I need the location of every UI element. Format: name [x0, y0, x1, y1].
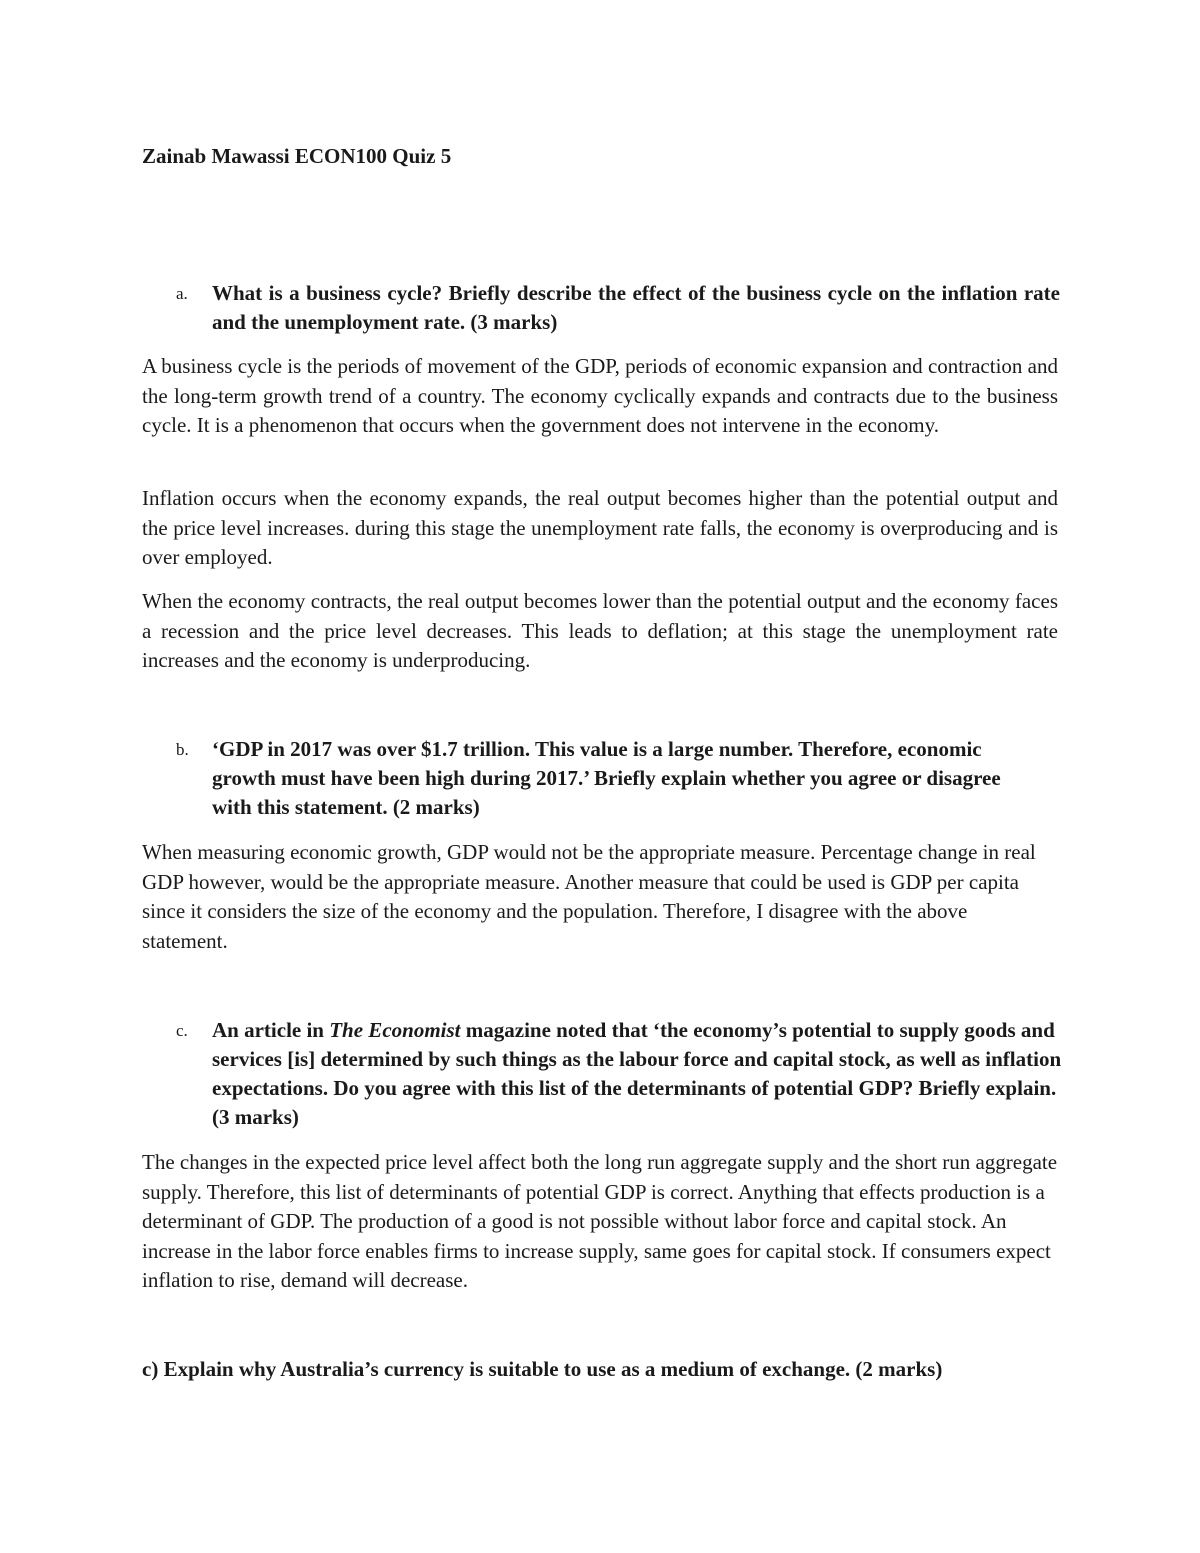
question-label: c. — [176, 1021, 188, 1040]
answer-paragraph: When the economy contracts, the real output becomes lower than the potential output and the economy faces a recession and the price level decreases. This leads to deflation; at this stage the unemployment rate increases and the economy is underproducing. — [142, 589, 1058, 672]
answer-paragraph: When measuring economic growth, GDP would not be the appropriate measure. Percentage change in real GDP however, would be the appropriate measure. Another measure that could be used is GDP per capita since it considers the size of the economy and the population. Therefore, I disagree with the above statement. — [142, 840, 1036, 953]
question-a — [142, 279, 1060, 337]
question-b — [142, 735, 1022, 822]
question-c — [142, 1016, 1062, 1132]
question-text-part: An article in — [212, 1018, 330, 1042]
final-question: c) Explain why Australia’s currency is suitable to use as a medium of exchange. (2 marks) — [142, 1357, 943, 1381]
question-text-part: magazine noted that ‘the economy’s potential to supply goods and services [is] determined by such things as the labour force and capital stock, as well as inflation expectations. Do you agree with this list of the determinants of potential GDP? Briefly explain. (3 marks) — [212, 1018, 1062, 1129]
answer-paragraph: Inflation occurs when the economy expands, the real output becomes higher than the potential output and the price level increases. during this stage the unemployment rate falls, the economy is overproducing and is over employed. — [142, 486, 1058, 569]
answer-paragraph: The changes in the expected price level affect both the long run aggregate supply and the short run aggregate supply. Therefore, this list of determinants of potential GDP is correct. Anything that effects production is a determinant of GDP. The production of a good is not possible without labor force and capital stock. An increase in the labor force enables firms to increase supply, same goes for capital stock. If consumers expect inflation to rise, demand will decrease. — [142, 1150, 1058, 1292]
question-label: a. — [176, 284, 188, 303]
question-text: What is a business cycle? Briefly describe the effect of the business cycle on the inflation rate and the unemployment rate. (3 marks) — [212, 281, 1060, 334]
publication-name: The Economist — [329, 1018, 461, 1042]
question-label: b. — [176, 740, 189, 759]
question-text — [212, 1016, 1062, 1132]
answer-paragraph: A business cycle is the periods of movement of the GDP, periods of economic expansion and contraction and the long-term growth trend of a country. The economy cyclically expands and contracts due to the business cycle. It is a phenomenon that occurs when the government does not intervene in the economy. — [142, 354, 1058, 437]
document-title: Zainab Mawassi ECON100 Quiz 5 — [142, 144, 452, 168]
question-text: ‘GDP in 2017 was over $1.7 trillion. This value is a large number. Therefore, economic growth must have been high during 2017.’ Briefly explain whether you agree or disagree with this statement. (2 marks) — [212, 737, 1001, 819]
